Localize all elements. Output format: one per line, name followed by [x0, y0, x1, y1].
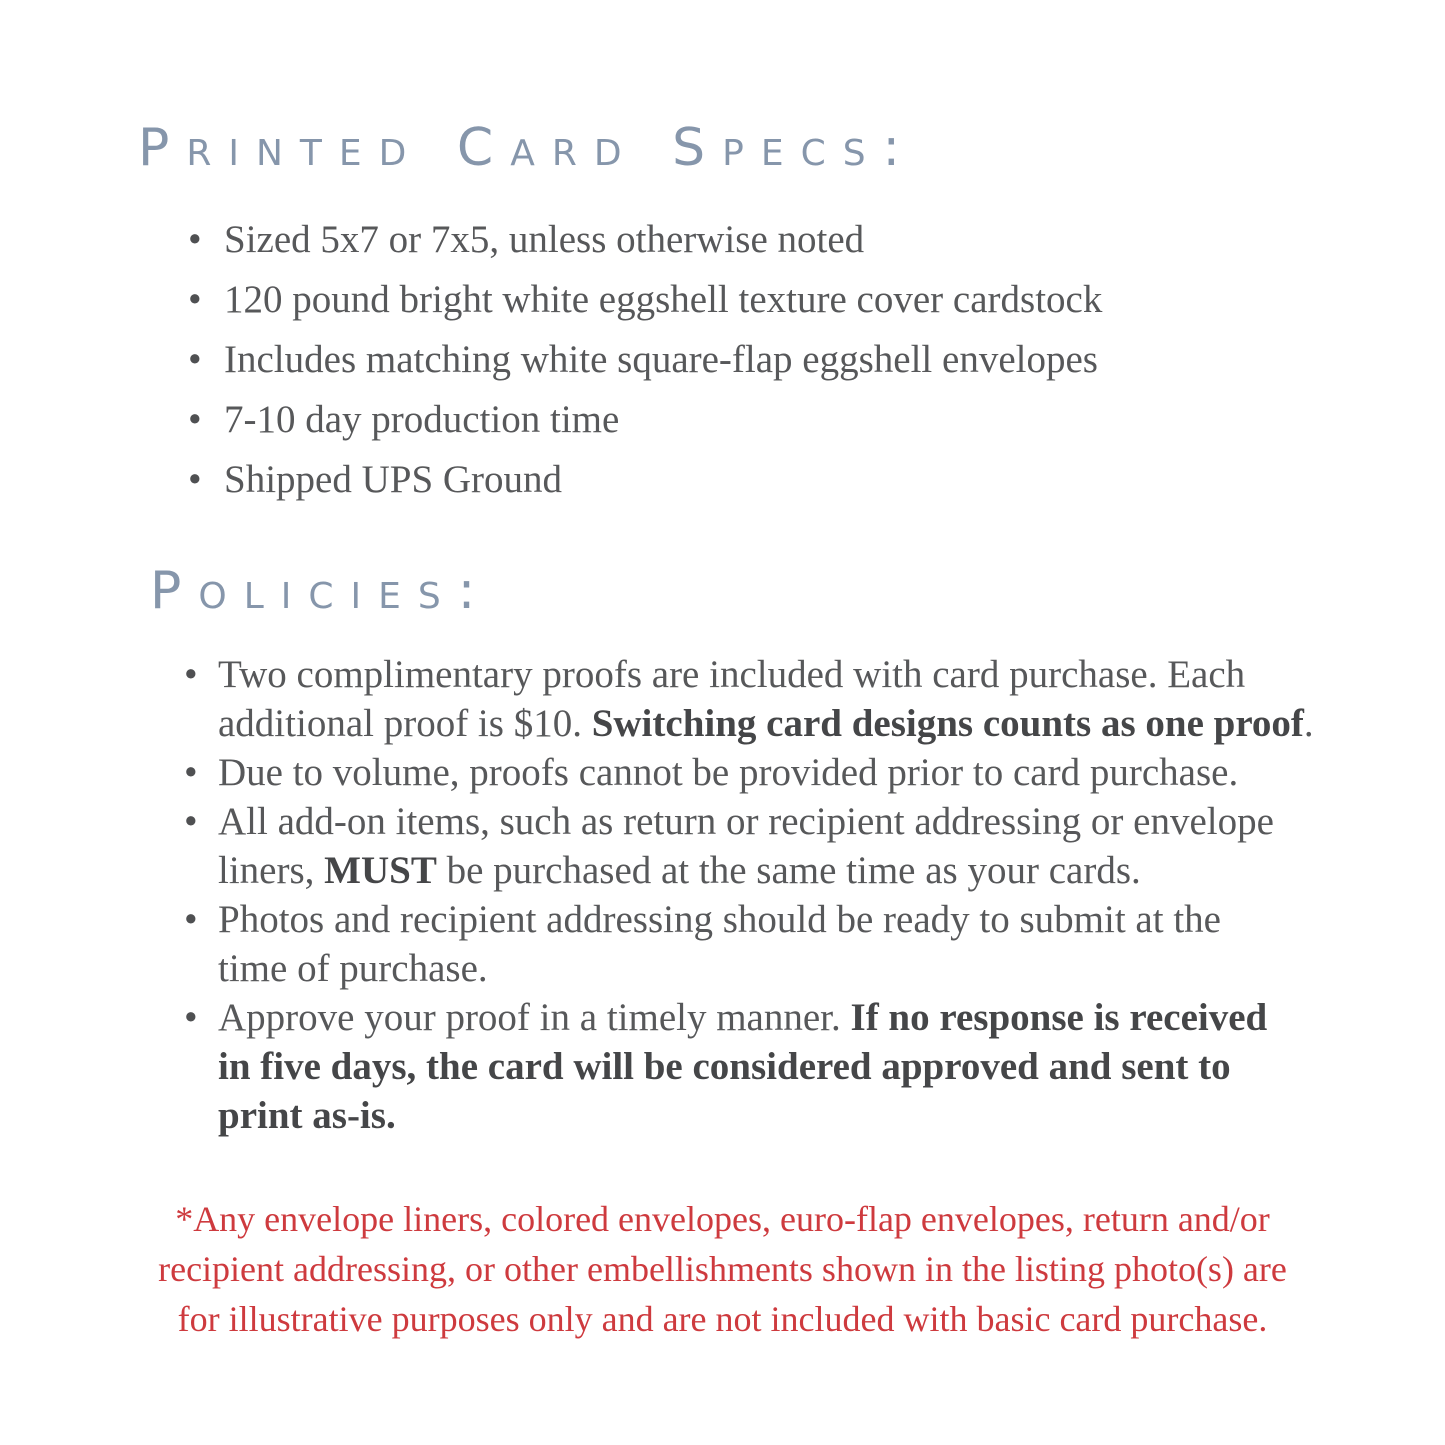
policy-text: time of purchase.: [218, 947, 488, 990]
policy-item: [218, 797, 1445, 895]
policy-item: [218, 650, 1445, 748]
policy-text: be purchased at the same time as your cards.: [436, 849, 1141, 892]
spec-item: • Includes matching white square-flap eggshell envelopes: [224, 330, 1445, 390]
policy-text-bold: in five days, the card will be considered approved and sent to: [218, 1045, 1231, 1088]
policy-item: [218, 748, 1445, 797]
policy-line: [218, 1042, 1445, 1091]
policy-text-bold: If no response is received: [850, 996, 1268, 1039]
specs-list: [224, 210, 1445, 510]
spec-item: • Shipped UPS Ground: [224, 450, 1445, 510]
policy-text: Due to volume, proofs cannot be provided prior to card purchase.: [218, 751, 1239, 794]
spec-item: • Sized 5x7 or 7x5, unless otherwise noted: [224, 210, 1445, 270]
policy-line: [218, 993, 1445, 1042]
policy-text: additional proof is $10.: [218, 702, 592, 745]
footnote-line: recipient addressing, or other embellishments shown in the listing photo(s) are: [158, 1249, 1287, 1289]
policy-text: liners,: [218, 849, 325, 892]
printed-card-specs-title: Printed Card Specs:: [138, 118, 918, 178]
spec-item: • 7-10 day production time: [224, 390, 1445, 450]
policy-text: Approve your proof in a timely manner.: [218, 996, 851, 1039]
policy-text-bold: MUST: [324, 849, 437, 892]
policy-text: All add-on items, such as return or recipient addressing or envelope: [218, 800, 1274, 843]
footnote-line: *Any envelope liners, colored envelopes, euro-flap envelopes, return and/or: [175, 1199, 1270, 1239]
policy-text-bold: Switching card designs counts as one proof: [591, 702, 1304, 745]
policies-title: Policies:: [150, 561, 493, 621]
policy-line: [218, 748, 1445, 797]
policy-text: .: [1303, 702, 1314, 745]
policy-item: [218, 993, 1445, 1140]
policy-line: [218, 846, 1445, 895]
policy-line: [218, 1091, 1445, 1140]
policy-line: [218, 699, 1445, 748]
policy-text-bold: print as-is.: [218, 1094, 396, 1137]
policy-text: Two complimentary proofs are included with card purchase. Each: [218, 653, 1246, 696]
policy-text: Photos and recipient addressing should be ready to submit at the: [218, 898, 1221, 941]
spec-item: • 120 pound bright white eggshell texture cover cardstock: [224, 270, 1445, 330]
policy-line: [218, 895, 1445, 944]
policy-line: [218, 797, 1445, 846]
policy-line: [218, 650, 1445, 699]
footnote: [53, 1194, 1393, 1344]
policy-item: [218, 895, 1445, 993]
policy-line: [218, 944, 1445, 993]
policies-list: [218, 650, 1445, 1140]
footnote-line: for illustrative purposes only and are not included with basic card purchase.: [177, 1299, 1268, 1339]
